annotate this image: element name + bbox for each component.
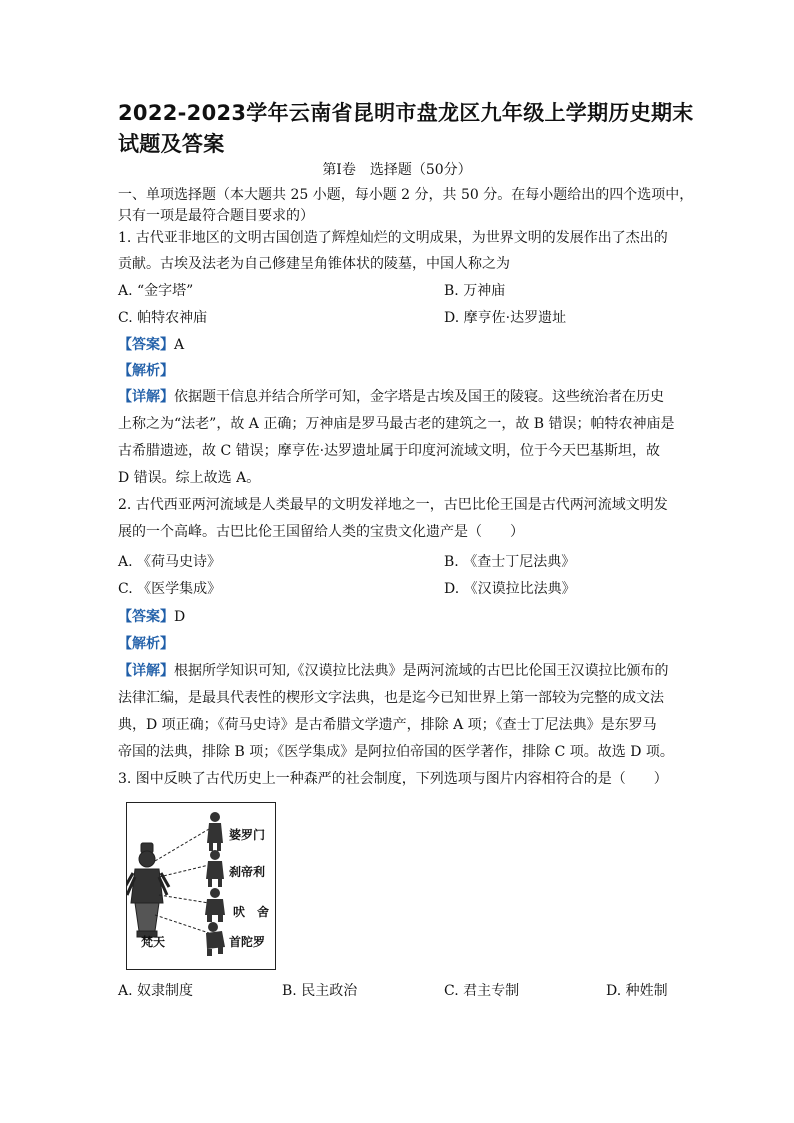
q2-detail-line-4: 帝国的法典，排除 B 项；《医学集成》是阿拉伯帝国的医学著作，排除 C 项。故选 D 项。 [118,744,674,760]
q2-stem-line-2: 展的一个高峰。古巴比伦王国留给人类的宝贵文化遗产是（ ） [118,524,524,540]
q2-answer [118,607,185,627]
q3-option-c: C. 君主专制 [444,983,520,999]
answer-tag: 【答案】 [118,609,174,625]
q1-stem-line-2: 贡献。古埃及法老为自己修建呈角锥体状的陵墓，中国人称之为 [118,256,510,272]
q2-option-d: D. 《汉谟拉比法典》 [444,581,576,597]
brahma-icon [127,843,169,937]
caste-system-figure [126,802,276,970]
title-line-1: 2022-2023学年云南省昆明市盘龙区九年级上学期历史期末 [118,101,694,125]
q1-option-a: A. “金字塔” [118,283,194,299]
q3-option-a: A. 奴隶制度 [118,983,194,999]
detail-tag: 【详解】 [118,389,174,405]
q2-option-c: C. 《医学集成》 [118,581,222,597]
q2-option-b: B. 《查士丁尼法典》 [444,554,576,570]
instructions-line-1: 一、单项选择题（本大题共 25 小题，每小题 2 分，共 50 分。在每小题给出的四个选项中， [118,187,694,203]
q1-analysis [118,361,174,381]
q3-option-b: B. 民主政治 [282,983,358,999]
shudra-figure-icon [206,922,225,956]
q1-option-c: C. 帕特农神庙 [118,310,208,326]
label-kshatriya: 刹帝利 [229,865,266,879]
label-vaishya: 吠 舍 [233,905,270,919]
label-brahma: 梵天 [141,935,166,949]
analysis-tag: 【解析】 [118,636,174,652]
q2-detail-line-2: 法律汇编，是最具代表性的楔形文字法典，也是迄今已知世界上第一部较为完整的成文法 [118,690,664,706]
q1-option-b: B. 万神庙 [444,283,506,299]
q2-detail-line-1 [118,661,668,681]
q2-stem-line-1: 2. 古代西亚两河流域是人类最早的文明发祥地之一，古巴比伦王国是古代两河流域文明发 [118,497,668,513]
instructions-line-2: 只有一项是最符合题目要求的） [118,208,314,224]
analysis-tag: 【解析】 [118,363,174,379]
brahmin-figure-icon [207,812,223,851]
q1-detail-text-1: 依据题干信息并结合所学可知，金字塔是古埃及国王的陵寝。这些统治者在历史 [174,389,664,405]
vaishya-figure-icon [205,888,225,922]
connection-lines [155,829,209,933]
q2-detail-text-1: 根据所学知识可知,《汉谟拉比法典》是两河流域的古巴比伦国王汉谟拉比颁布的 [174,663,669,679]
q1-detail-line-2: 上称之为“法老”，故 A 正确；万神庙是罗马最古老的建筑之一，故 B 错误；帕特农神庙是 [118,416,675,432]
label-shudra: 首陀罗 [229,935,266,949]
detail-tag: 【详解】 [118,663,174,679]
label-brahmin: 婆罗门 [229,828,266,842]
q1-option-d: D. 摩亨佐·达罗遗址 [444,310,567,326]
q3-stem: 3. 图中反映了古代历史上一种森严的社会制度，下列选项与图片内容相符合的是（ ） [118,771,668,787]
answer-tag: 【答案】 [118,337,174,353]
q1-detail-line-1 [118,387,664,407]
q2-analysis [118,634,174,654]
q3-option-d: D. 种姓制 [606,983,668,999]
q2-answer-value: D [174,609,186,625]
q1-detail-line-4: D 错误。综上故选 A。 [118,470,261,486]
q2-option-a: A. 《荷马史诗》 [118,554,222,570]
q1-stem-line-1: 1. 古代亚非地区的文明古国创造了辉煌灿烂的文明成果，为世界文明的发展作出了杰出的 [118,230,668,246]
q2-detail-line-3: 典，D 项正确；《荷马史诗》是古希腊文学遗产，排除 A 项；《查士丁尼法典》是东罗马 [118,717,657,733]
document-title [118,98,698,160]
kshatriya-figure-icon [206,850,224,887]
q1-detail-line-3: 古希腊遗迹，故 C 错误；摩亨佐·达罗遗址属于印度河流域文明，位于今天巴基斯坦，故 [118,443,661,459]
section-heading: 第Ⅰ卷 选择题（50分） [322,162,472,178]
title-line-2: 试题及答案 [118,132,225,156]
q1-answer-value: A [174,337,185,353]
q1-answer [118,335,184,355]
